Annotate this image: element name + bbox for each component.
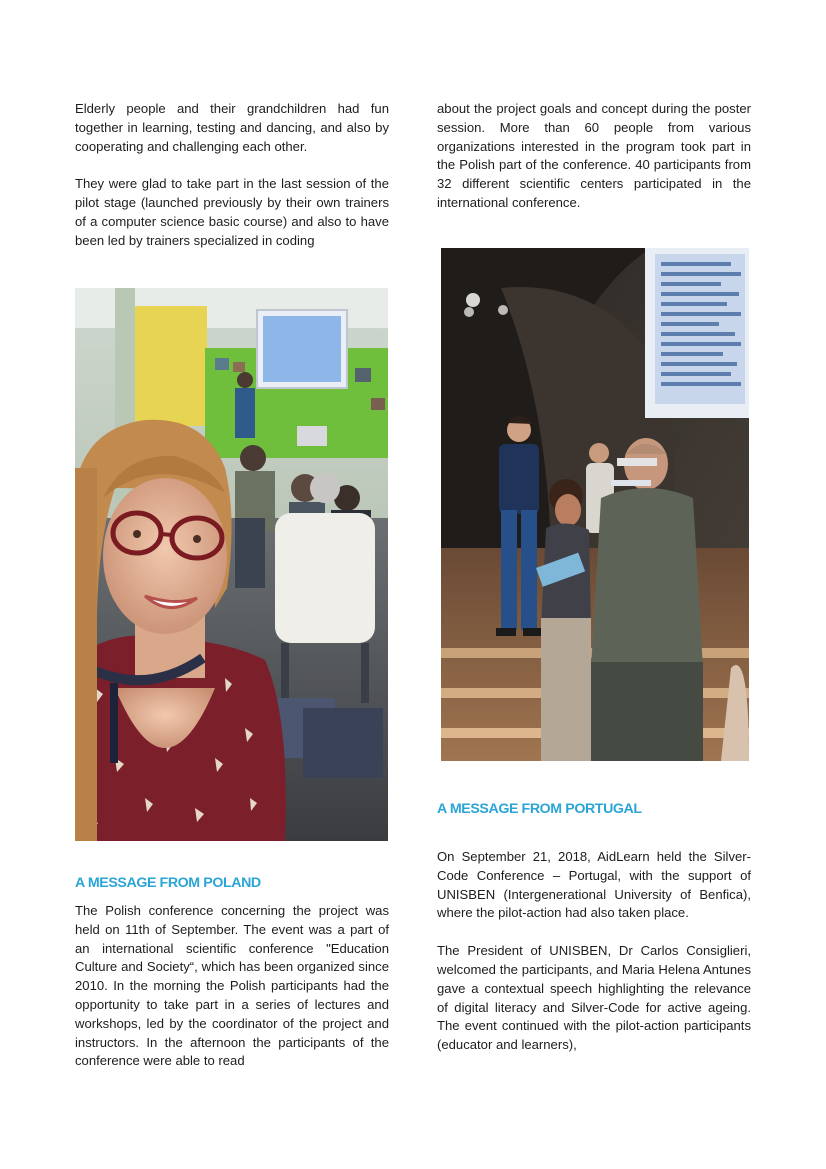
selfie-classroom-photo bbox=[75, 288, 388, 841]
portugal-paragraph-2: The President of UNISBEN, Dr Carlos Consiglieri, welcomed the participants, and Maria Helena Antunes gave a contextual speech highlighting the relevance of digital literacy and Silver-Code for active ageing. The event continued with the pilot-action participants (educator and learners), bbox=[437, 943, 751, 1053]
conference-hall-photo bbox=[441, 248, 749, 761]
poland-paragraph: The Polish conference concerning the project was held on 11th of September. The event was a part of an international scientific conference "Education Culture and Society“, which has been organized since 2010. In the morning the Polish participants had the opportunity to take part in a series of lectures and workshops, led by the coordinator of the project and instructors. In the afternoon the participants of the conference were able to read bbox=[75, 903, 389, 1069]
left-column bbox=[75, 100, 389, 251]
right-column bbox=[437, 100, 751, 213]
poland-heading: A MESSAGE FROM POLAND bbox=[75, 875, 261, 891]
intro-paragraph-2: They were glad to take part in the last session of the pilot stage (launched previously by their own trainers of a computer science basic course) and also to have been led by trainers specialized in coding bbox=[75, 176, 389, 248]
poster-session-paragraph: about the project goals and concept during the poster session. More than 60 people from various organizations interested in the program took part in the Polish part of the conference. 40 participants from 32 different scientific centers participated in the international conference. bbox=[437, 101, 751, 210]
portugal-heading: A MESSAGE FROM PORTUGAL bbox=[437, 801, 642, 817]
portugal-section bbox=[437, 799, 751, 1055]
portugal-paragraph-1: On September 21, 2018, AidLearn held the Silver-Code Conference – Portugal, with the support of UNISBEN (Intergenerational University of Benfica), where the pilot-action had also taken place. bbox=[437, 849, 751, 921]
poland-section bbox=[75, 873, 389, 1071]
intro-paragraph-1: Elderly people and their grandchildren had fun together in learning, testing and dancing, and also by cooperating and challenging each other. bbox=[75, 101, 389, 154]
